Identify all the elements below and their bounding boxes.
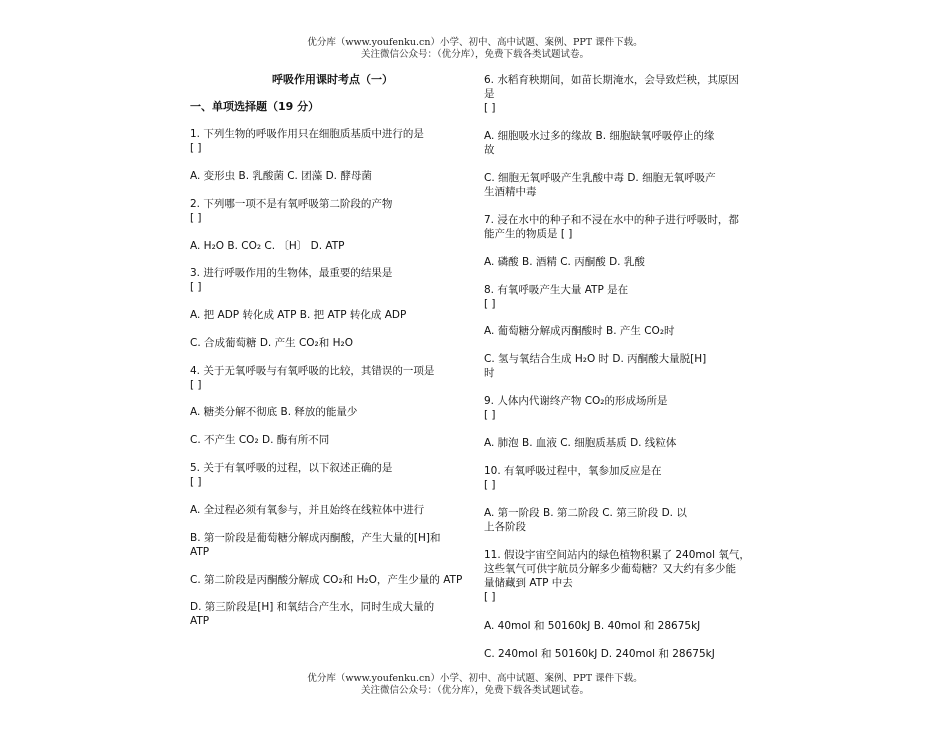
q4-stem: 4. 关于无氧呼吸与有氧呼吸的比较，其错误的一项是 — [190, 365, 435, 377]
q3-options-cd: C. 合成葡萄糖 D. 产生 CO₂和 H₂O — [190, 337, 353, 349]
q5-option-d-line1: D. 第三阶段是[H] 和氧结合产生水，同时生成大量的 — [190, 601, 435, 613]
q3-options-ab: A. 把 ADP 转化成 ATP B. 把 ATP 转化成 ADP — [190, 309, 407, 321]
q9-bracket: [ ] — [484, 409, 496, 421]
q6-options-cd-line1: C. 细胞无氧呼吸产生乳酸中毒 D. 细胞无氧呼吸产 — [484, 172, 716, 184]
q3-bracket: [ ] — [190, 281, 202, 293]
q5-option-b-line2: ATP — [190, 546, 210, 558]
page-header — [0, 37, 950, 61]
q2-bracket: [ ] — [190, 212, 202, 224]
q8-options-cd-line1: C. 氢与氧结合生成 H₂O 时 D. 丙酮酸大量脱[H] — [484, 353, 707, 365]
header-line-1: 优分库（www.youfenku.cn）小学、初中、高中试题、案例、PPT 课件下载。 — [307, 37, 643, 48]
q5-stem: 5. 关于有氧呼吸的过程，以下叙述正确的是 — [190, 462, 393, 474]
q9-options: A. 肺泡 B. 血液 C. 细胞质基质 D. 线粒体 — [484, 437, 677, 449]
q10-stem: 10. 有氧呼吸过程中，氧参加反应是在 — [484, 465, 662, 477]
q6-stem-line1: 6. 水稻育秧期间，如苗长期淹水，会导致烂秧，其原因 — [484, 74, 739, 86]
q5-option-d-line2: ATP — [190, 615, 210, 627]
q11-options-cd: C. 240mol 和 50160kJ D. 240mol 和 28675kJ — [484, 648, 715, 660]
q11-stem-line1: 11. 假设宇宙空间站内的绿色植物积累了 240mol 氧气， — [484, 549, 750, 561]
page-footer — [0, 673, 950, 697]
q8-stem: 8. 有氧呼吸产生大量 ATP 是在 — [484, 284, 629, 296]
q11-stem-line3: 量储藏到 ATP 中去 — [484, 577, 573, 589]
q7-stem-line2: 能产生的物质是 [ ] — [484, 228, 573, 240]
q11-stem-line2: 这些氧气可供宇航员分解多少葡萄糖？又大约有多少能 — [484, 563, 736, 575]
q8-bracket: [ ] — [484, 298, 496, 310]
q1-stem: 1. 下列生物的呼吸作用只在细胞质基质中进行的是 — [190, 128, 424, 140]
q7-stem-line1: 7. 浸在水中的种子和不浸在水中的种子进行呼吸时，都 — [484, 214, 739, 226]
q10-options-line2: 上各阶段 — [484, 521, 526, 533]
q1-options: A. 变形虫 B. 乳酸菌 C. 团藻 D. 酵母菌 — [190, 170, 372, 182]
q2-stem: 2. 下列哪一项不是有氧呼吸第二阶段的产物 — [190, 198, 393, 210]
q6-bracket: [ ] — [484, 102, 496, 114]
q8-options-cd-line2: 时 — [484, 367, 495, 379]
header-line-2: 关注微信公众号：（优分库），免费下载各类试题试卷。 — [360, 49, 589, 60]
q6-stem-line2: 是 — [484, 88, 495, 100]
q5-option-b-line1: B. 第一阶段是葡萄糖分解成丙酮酸，产生大量的[H]和 — [190, 532, 441, 544]
footer-line-2: 关注微信公众号：（优分库），免费下载各类试题试卷。 — [360, 685, 589, 696]
section-heading: 一、单项选择题（19 分） — [190, 100, 320, 113]
q5-bracket: [ ] — [190, 476, 202, 488]
q6-options-ab-line1: A. 细胞吸水过多的缘故 B. 细胞缺氧呼吸停止的缘 — [484, 130, 715, 142]
q4-options-cd: C. 不产生 CO₂ D. 酶有所不同 — [190, 434, 330, 446]
footer-line-1: 优分库（www.youfenku.cn）小学、初中、高中试题、案例、PPT 课件下载。 — [307, 673, 643, 684]
document-title: 呼吸作用课时考点（一） — [272, 73, 393, 86]
q6-options-ab-line2: 故 — [484, 144, 495, 156]
q7-options: A. 磷酸 B. 酒精 C. 丙酮酸 D. 乳酸 — [484, 256, 645, 268]
q5-option-a: A. 全过程必须有氧参与，并且始终在线粒体中进行 — [190, 504, 425, 516]
q4-options-ab: A. 糖类分解不彻底 B. 释放的能量少 — [190, 406, 358, 418]
q6-options-cd-line2: 生酒精中毒 — [484, 186, 537, 198]
q10-options-line1: A. 第一阶段 B. 第二阶段 C. 第三阶段 D. 以 — [484, 507, 687, 519]
q1-bracket: [ ] — [190, 142, 202, 154]
q4-bracket: [ ] — [190, 379, 202, 391]
q11-bracket: [ ] — [484, 591, 496, 603]
q5-option-c: C. 第二阶段是丙酮酸分解成 CO₂和 H₂O，产生少量的 ATP — [190, 574, 463, 586]
q2-options: A. H₂O B. CO₂ C. 〔H〕 D. ATP — [190, 240, 345, 252]
q10-bracket: [ ] — [484, 479, 496, 491]
q9-stem: 9. 人体内代谢终产物 CO₂的形成场所是 — [484, 395, 668, 407]
q11-options-ab: A. 40mol 和 50160kJ B. 40mol 和 28675kJ — [484, 620, 701, 632]
q8-options-ab: A. 葡萄糖分解成丙酮酸时 B. 产生 CO₂时 — [484, 325, 675, 337]
q3-stem: 3. 进行呼吸作用的生物体，最重要的结果是 — [190, 267, 393, 279]
